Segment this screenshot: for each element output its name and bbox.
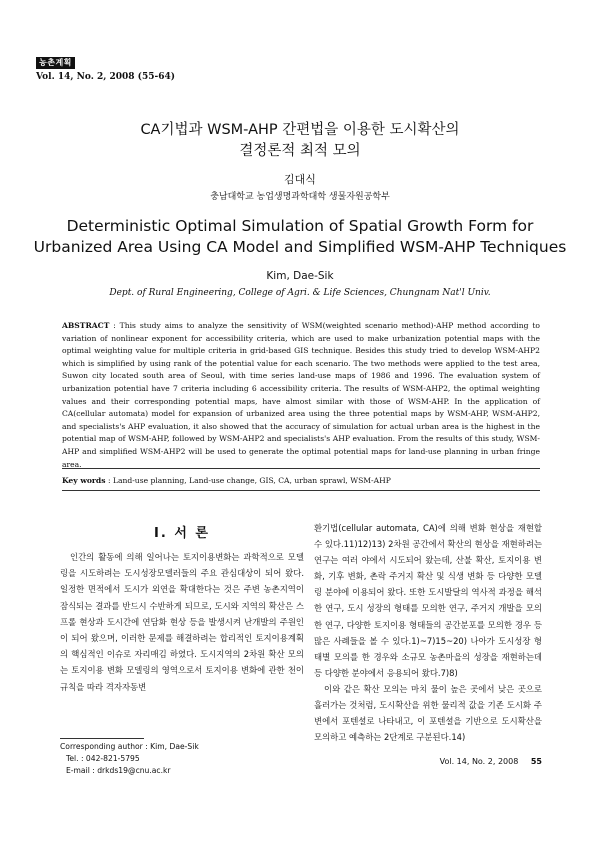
right-column-body: [314, 520, 542, 745]
journal-badge: 농촌계획: [36, 57, 75, 69]
abstract-label: ABSTRACT: [62, 321, 110, 330]
keywords: [62, 475, 540, 487]
corresponding-author-footnote: [60, 741, 300, 777]
footer-journal-info: Vol. 14, No. 2, 2008: [439, 757, 519, 766]
korean-title: [0, 120, 600, 162]
korean-title-line1: CA기법과 WSM-AHP 간편법을 이용한 도시확산의: [140, 122, 460, 138]
right-column-paragraph-1: 환기법(cellular automata, CA)에 의해 변화 현상을 재현할 수 있다.11)12)13) 2차원 공간에서 확산의 현상을 재현하려는 연구는 여러 야에서 시도되어 왔는데, 산불 확산, 토지이용 변화, 기후 변화, 촌락 주거지 확산 및 식생 변화 등 다양한 모델링 분야에 이용되어 왔다. 또한 도시발달의 역사적 과정을 해석한 연구, 도시 성장의 형태를 모의한 연구, 주거지 개발을 모의한 연구, 다양한 토지이용 형태들의 공간분포를 모의한 경우 등 많은 사례들을 볼 수 있다.1)~7)15~20) 나아가 도시성장 형태별 모의를 한 경우와 소규모 농촌마을의 성장을 재현하는데 등 다양한 분야에서 응용되어 왔다.7)8): [314, 523, 542, 678]
keywords-label: Key words: [62, 476, 106, 485]
abstract: [62, 320, 540, 471]
page-number: 55: [530, 757, 542, 766]
footnote-author: Corresponding author : Kim, Dae-Sik: [60, 742, 199, 751]
left-column-body: 인간의 활동에 의해 일어나는 토지이용변화는 과학적으로 모델링을 시도하려는 도시성장모델러들의 주요 관심대상이 되어 왔다. 일정한 면적에서 도시가 외연을 확대한다는 것은 주변 농촌지역이 잠식되는 결과를 반드시 수반하게 되므로, 도시와 지역의 확산은 스프롤 현상과 도시간에 연담화 현상 등을 발생시켜 난개발의 주원인이 되어 왔으며, 이러한 문제를 해결하려는 합리적인 토지이용계획의 핵심적인 이슈로 자리매김 하였다. 도시지역의 2차원 확산 모의는 토지이용 변화 모델링의 영역으로서 토지이용 변화에 관한 천이 규칙을 따라 격자자동변: [60, 552, 304, 692]
abstract-text: : This study aims to analyze the sensitivity of WSM(weighted scenario method)-AHP method according to variation of nonlinear exponent for accessibility criteria, which are used to make urbanization potential maps with the optimal weighting value for multiple criteria in grid-based GIS technique. Besides this study tried to develop WSM-AHP2 which is simplified by using rank of the potential value for each scenario. The two methods were applied to the test area, Suwon city located south area of Seoul, with time series land-use maps of 1986 and 1996. The evaluation system of urbanization potential have 7 criteria including 6 accessibility criteria. The results of WSM-AHP2, the optimal weighting values and their corresponding potential maps, have almost similar with those of WSM-AHP. In the application of CA(cellular automata) model for expansion of urbanized area using the three potential maps by WSM-AHP, WSM-AHP2, and specialists's AHP evaluation, it also showed that the accuracy of simulation for actual urban area is the highest in the potential map of WSM-AHP, followed by WSM-AHP2 and specialists's AHP evaluation. From the results of this study, WSM-AHP and simplified WSM-AHP2 will be used to generate the optimal potential maps for land-use planning in urban fringe area.: [62, 321, 540, 469]
keywords-bottom-rule: [62, 490, 540, 491]
english-title-line2: Urbanized Area Using CA Model and Simplified WSM-AHP Techniques: [33, 238, 567, 256]
english-title: [0, 216, 600, 258]
keywords-text: : Land-use planning, Land-use change, GIS, CA, urban sprawl, WSM-AHP: [107, 476, 391, 485]
page-footer: [440, 757, 542, 766]
footnote-rule: [60, 738, 144, 739]
korean-title-line2: 결정론적 최적 모의: [239, 143, 361, 159]
korean-author: 김대식: [284, 173, 316, 186]
english-affiliation: Dept. of Rural Engineering, College of Agri. & Life Sciences, Chungnam Nat'l Univ.: [109, 288, 491, 298]
keywords-top-rule: [62, 468, 540, 469]
korean-affiliation: 충남대학교 농업생명과학대학 생물자원공학부: [210, 192, 390, 202]
english-title-line1: Deterministic Optimal Simulation of Spatial Growth Form for: [66, 217, 534, 235]
section-heading-introduction: I. 서 론: [154, 526, 210, 541]
footnote-tel: Tel. : 042-821-5795: [66, 754, 140, 763]
footnote-email: E-mail : drkds19@cnu.ac.kr: [66, 766, 171, 775]
english-author: Kim, Dae-Sik: [266, 270, 334, 282]
journal-volume-info: Vol. 14, No. 2, 2008 (55-64): [36, 72, 175, 82]
right-column-paragraph-2: 이와 같은 확산 모의는 마치 물이 높은 곳에서 낮은 곳으로 흘러가는 것처럼, 도시확산을 위한 물리적 값을 기존 도시화 주변에서 포텐셜로 나타내고, 이 포텐셜을 기반으로 도시확산을 모의하고 예측하는 2단계로 구분된다.14): [314, 683, 542, 743]
